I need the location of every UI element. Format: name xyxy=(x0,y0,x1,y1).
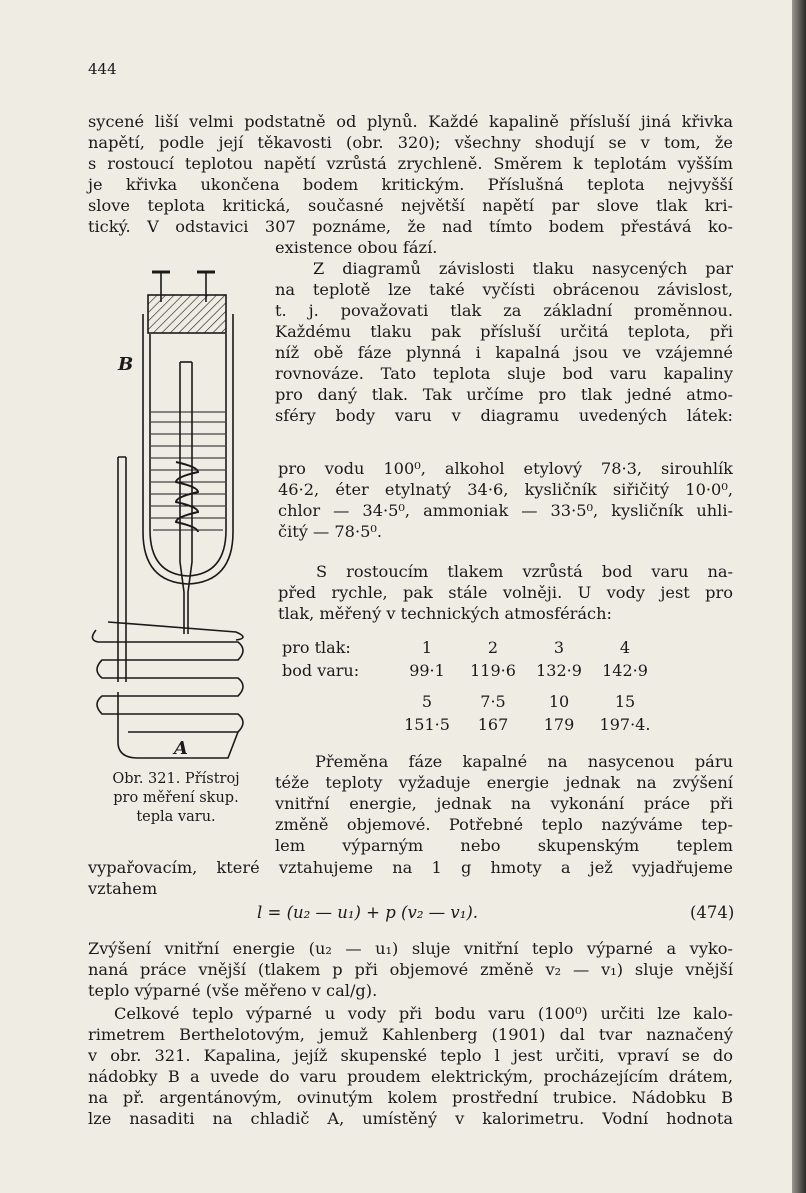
intro-paragraph xyxy=(88,111,733,237)
table-row xyxy=(282,659,658,682)
text-line: téže teploty vyžaduje energie jednak na zvýšení xyxy=(275,773,733,792)
label-A: A xyxy=(174,738,188,759)
table-cell: 15 xyxy=(614,692,636,711)
text-line: pro daný tlak. Tak určíme pro tlak jedné atmo- xyxy=(275,385,733,404)
text-line: čitý — 78·5⁰. xyxy=(278,522,383,541)
table-cell: 3 xyxy=(553,638,565,657)
text-line: 46·2, éter etylnatý 34·6, kysličník siřičitý 10·0⁰, xyxy=(278,480,733,499)
table-cell: 7·5 xyxy=(480,692,506,711)
text-line: nádobky B a uvede do varu proudem elektrickým, procházejícím drátem, xyxy=(88,1067,733,1086)
evaporation-paragraph xyxy=(88,938,733,1001)
table-cell: 5 xyxy=(421,692,433,711)
text-line: sféry body varu v diagramu uvedených látek: xyxy=(275,406,733,425)
pressure-label: pro tlak: xyxy=(282,638,351,657)
text-line: Zvýšení vnitřní energie (u₂ — u₁) sluje vnitřní teplo výparné a vyko- xyxy=(88,939,733,958)
boiling-label: bod varu: xyxy=(282,661,360,680)
table-cell: 151·5 xyxy=(404,715,450,734)
text-line: naná práce vnější (tlakem p při objemové změně v₂ — v₁) sluje vnější xyxy=(88,960,733,979)
text-line: změně objemové. Potřebné teplo nazýváme tep- xyxy=(275,815,733,834)
apparatus-figure xyxy=(88,262,268,770)
label-B: B xyxy=(118,354,134,375)
table-cell: 167 xyxy=(477,715,509,734)
table-cell: 119·6 xyxy=(470,661,516,680)
text-line: Přeměna fáze kapalné na nasycenou páru xyxy=(315,752,733,771)
table-row xyxy=(282,682,658,690)
table-row xyxy=(282,636,658,659)
table-cell: 2 xyxy=(487,638,499,657)
text-line: existence obou fází. xyxy=(275,238,438,257)
table-cell: 1 xyxy=(421,638,433,657)
caption-line: tepla varu. xyxy=(136,809,216,825)
text-line: chlor — 34·5⁰, ammoniak — 33·5⁰, kysličník uhli- xyxy=(278,501,733,520)
text-line: vztahem xyxy=(88,879,158,898)
calorimeter-paragraph xyxy=(88,1003,733,1129)
caption-line: Obr. 321. Přístroj xyxy=(112,771,240,787)
text-line: na př. argentánovým, ovinutým kolem prostřední trubice. Nádobku B xyxy=(88,1088,733,1107)
text-line: tlak, měřený v technických atmosférách: xyxy=(278,604,612,623)
text-line: lem výparným nebo skupenským teplem xyxy=(275,836,733,855)
right-column-paragraph xyxy=(275,237,733,426)
table-row xyxy=(282,713,658,736)
text-line: Každému tlaku pak přísluší určitá teplota, při xyxy=(275,322,733,341)
table-cell: 4 xyxy=(619,638,631,657)
table-cell: 99·1 xyxy=(409,661,445,680)
text-line: Celkové teplo výparné u vody při bodu varu (100⁰) určiti lze kalo- xyxy=(114,1004,733,1023)
caption-line: pro měření skup. xyxy=(113,790,239,806)
figure-caption xyxy=(86,770,266,827)
text-line: Z diagramů závislosti tlaku nasycených par xyxy=(313,259,733,278)
table-cell: 179 xyxy=(543,715,575,734)
text-line: s rostoucí teplotou napětí vzrůstá zrychleně. Směrem k teplotám vyšším xyxy=(88,154,733,173)
text-line: na teplotě lze také vyčísti obrácenou závislost, xyxy=(275,280,733,299)
equation-number: (474) xyxy=(690,903,735,922)
text-line: lze nasaditi na chladič A, umístěný v kalorimetru. Vodní hodnota xyxy=(88,1109,733,1128)
table-cell: 197·4. xyxy=(599,715,651,734)
phase-change-paragraph xyxy=(275,751,733,856)
text-line: před rychle, pak stále volněji. U vody jest pro xyxy=(278,583,733,602)
page-edge-shadow xyxy=(792,0,806,1193)
text-line: pro vodu 100⁰, alkohol etylový 78·3, sirouhlík xyxy=(278,459,733,478)
text-line: níž obě fáze plynná i kapalná jsou ve vzájemné xyxy=(275,343,733,362)
page-number: 444 xyxy=(88,60,117,78)
equation: l = (u₂ — u₁) + p (v₂ — v₁). xyxy=(257,903,479,922)
text-line: vypařovacím, které vztahujeme na 1 g hmoty a jež vyjadřujeme xyxy=(88,858,733,877)
pressure-paragraph xyxy=(278,561,733,624)
text-line: napětí, podle její těkavosti (obr. 320); všechny shodují se v tom, že xyxy=(88,133,733,152)
text-line: rimetrem Berthelotovým, jemuž Kahlenberg (1901) dal tvar naznačený xyxy=(88,1025,733,1044)
text-line: teplo výparné (vše měřeno v cal/g). xyxy=(88,981,378,1000)
text-line: slove teplota kritická, současné největší napětí par slove tlak kri- xyxy=(88,196,733,215)
text-line: vnitřní energie, jednak na vykonání práce při xyxy=(275,794,733,813)
boiling-point-table xyxy=(282,636,658,736)
text-line: t. j. považovati tlak za základní proměnnou. xyxy=(275,301,733,320)
table-cell: 10 xyxy=(548,692,570,711)
boiling-points-paragraph xyxy=(278,458,733,542)
full-width-lines xyxy=(88,857,733,899)
text-line: tický. V odstavici 307 poznáme, že nad tímto bodem přestává ko- xyxy=(88,217,733,236)
table-cell: 142·9 xyxy=(602,661,648,680)
table-cell: 132·9 xyxy=(536,661,582,680)
text-line: S rostoucím tlakem vzrůstá bod varu na- xyxy=(316,562,733,581)
table-row xyxy=(282,690,658,713)
text-line: sycené liší velmi podstatně od plynů. Každé kapalině přísluší jiná křivka xyxy=(88,112,733,131)
text-line: rovnováze. Tato teplota sluje bod varu kapaliny xyxy=(275,364,733,383)
text-line: je křivka ukončena bodem kritickým. Příslušná teplota nejvyšší xyxy=(88,175,733,194)
text-line: v obr. 321. Kapalina, jejíž skupenské teplo l jest určiti, vpraví se do xyxy=(88,1046,733,1065)
